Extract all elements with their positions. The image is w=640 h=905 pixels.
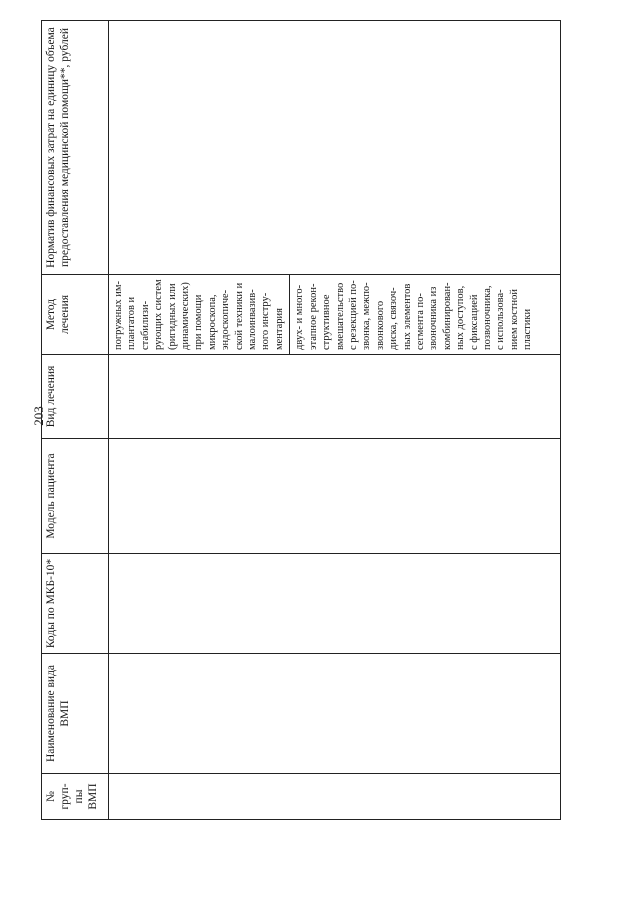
rotated-table-frame [41,20,561,820]
method-text-line: динамических) [180,282,192,350]
method-text-line: ской техники и [233,282,245,350]
table-row [109,21,561,820]
method-text-line: вмешательство [334,282,346,350]
cell-vmp-name [109,654,561,774]
header-patient-model: Модель пациента [42,439,109,554]
method-text-line: звонкового [374,300,386,350]
method-text-line: микроскопа, [206,294,218,350]
method-text-line: плантатов и [126,296,138,350]
table-container [41,20,561,820]
method-text-line: этапное рекон- [307,283,319,350]
cell-icd-codes [109,554,561,654]
method-text-line: (ригидных или [166,283,178,350]
vmp-table [41,20,561,820]
header-group-number: № груп- пы ВМП [42,774,109,820]
header-treatment-type: Вид лечения [42,355,109,439]
method-text-line: при помощи [193,294,205,350]
method-text-line: с резекцией по- [347,280,359,350]
method-part-1 [109,275,289,354]
method-text-line: сегмента по- [414,293,426,350]
method-text-line: структивное [321,294,333,350]
method-text-line: ных элементов [401,283,413,350]
method-text-line: позвоночника, [481,285,493,350]
method-text-line: диска, связоч- [388,287,400,350]
cell-patient-model [109,439,561,554]
method-text-line: звонка, межпо- [361,282,373,350]
method-text-line: ных доступов, [455,285,467,350]
method-text-line: комбинирован- [441,282,453,350]
method-part-2 [289,275,537,354]
cell-treatment-method [109,275,561,355]
method-text-line: нием костной [508,289,520,350]
table-header-row [42,21,109,820]
method-text-line: ного инстру- [260,292,272,350]
header-vmp-name: Наименование вида ВМП [42,654,109,774]
method-text-line: звоночника из [428,286,440,350]
header-financial-norm: Норматив финансовых затрат на единицу объема предоставления медицинской помощи**, рублей [42,21,109,275]
method-text-line: стабилизи- [139,300,151,350]
method-text-line: с фиксацией [468,294,480,350]
method-text-line: погружных им- [113,281,124,350]
method-text-line: двух- и много- [294,284,306,350]
method-text-line: рующих систем [153,279,165,350]
method-text-line: эндоскопиче- [220,289,232,350]
cell-financial-norm [109,21,561,275]
page-number: 203 [31,406,46,426]
cell-treatment-type [109,355,561,439]
method-text-line: ментария [273,308,285,350]
cell-group-number [109,774,561,820]
header-treatment-method: Метод лечения [42,275,109,355]
method-text-line: малоинвазив- [247,289,259,350]
method-text-line: с использова- [495,289,507,350]
header-icd-codes: Коды по МКБ-10* [42,554,109,654]
method-text-line: пластики [522,308,534,350]
